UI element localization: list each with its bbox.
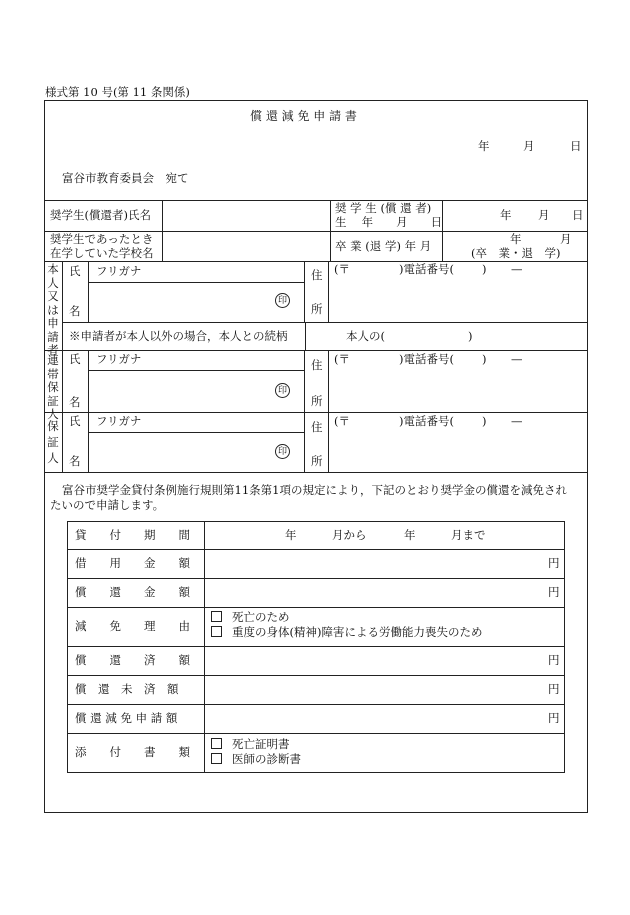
scholar-birth-label: 奨 学 生 (償 還 者) (335, 201, 432, 215)
attachment-death-certificate[interactable]: 死亡証明書 (211, 738, 290, 751)
address-sho-label: 所 (311, 302, 323, 316)
loan-period-to: 月まで (451, 528, 486, 542)
address-phone-close: ) (482, 414, 487, 428)
loan-period-year1: 年 (285, 528, 297, 542)
borrowed-label: 借 用 金 額 (75, 556, 190, 570)
loan-period-label: 貸 付 期 間 (75, 528, 190, 542)
loan-period-from: 月から (332, 528, 367, 542)
checkbox-icon[interactable] (211, 626, 222, 637)
date-day: 日 (570, 139, 582, 153)
rule (304, 350, 305, 472)
rule (88, 370, 304, 371)
address-dash: — (511, 352, 523, 366)
repayment-label: 償 還 金 額 (75, 585, 190, 599)
shi-label: 氏 (69, 352, 81, 366)
shi-label: 氏 (69, 264, 81, 278)
address-ju-label: 住 (311, 420, 323, 434)
form-number: 様式第 10 号(第 11 条関係) (45, 85, 190, 99)
rule (67, 578, 565, 579)
checkbox-icon[interactable] (211, 753, 222, 764)
checkbox-icon[interactable] (211, 738, 222, 749)
unpaid-label: 償 還 未 済 額 (75, 682, 179, 696)
date-month: 月 (523, 139, 535, 153)
school-label: 奨学生であったとき (50, 232, 154, 246)
statement-line-2: たいので申請します。 (50, 498, 165, 512)
rule (44, 261, 588, 262)
furigana-label: フリガナ (96, 352, 142, 366)
seal-icon: 印 (275, 444, 290, 459)
rule (67, 607, 565, 608)
furigana-label: フリガナ (96, 264, 142, 278)
rule (204, 521, 205, 773)
relation-value: 本人の( (346, 329, 385, 343)
guarantor-side-label: 保 証 人 (47, 419, 59, 465)
address-phone-close: ) (482, 262, 487, 276)
rule (305, 322, 306, 350)
relation-note: ※申請者が本人以外の場合，本人との続柄 (69, 329, 288, 343)
address-phone: )電話番号( (399, 262, 454, 276)
grad-year: 年 (510, 232, 522, 246)
rule (44, 412, 588, 413)
school-label-2: 在学していた学校名 (50, 246, 154, 260)
address-dash: — (511, 414, 523, 428)
seal-icon: 印 (275, 293, 290, 308)
rule (62, 322, 588, 323)
address-sho-label: 所 (311, 454, 323, 468)
shi-label: 氏 (69, 414, 81, 428)
address-phone-close: ) (482, 352, 487, 366)
requested-unit: 円 (548, 711, 560, 725)
address-phone: )電話番号( (399, 352, 454, 366)
address-postal: (〒 (334, 414, 350, 428)
attachments-label: 添 付 書 類 (75, 745, 190, 759)
address-ju-label: 住 (311, 358, 323, 372)
repayment-unit: 円 (548, 585, 560, 599)
scholar-birth-label-2: 生 年 月 日 (335, 215, 443, 229)
rule (67, 646, 565, 647)
form-title: 償 還 減 免 申 請 書 (250, 109, 357, 123)
seal-icon: 印 (275, 383, 290, 398)
rule (442, 200, 443, 261)
mei-label: 名 (69, 395, 81, 409)
birth-month: 月 (538, 208, 550, 222)
rule (44, 200, 588, 201)
date-year: 年 (478, 139, 490, 153)
rule (304, 261, 305, 322)
borrowed-unit: 円 (548, 556, 560, 570)
checkbox-icon[interactable] (211, 611, 222, 622)
birth-year: 年 (500, 208, 512, 222)
grad-note: (卒 業・退 学) (471, 246, 561, 260)
address-dash: — (511, 262, 523, 276)
statement-line-1: 富谷市奨学金貸付条例施行規則第11条第1項の規定により，下記のとおり奨学金の償還を減免され (62, 483, 567, 497)
reason-label: 減 免 理 由 (75, 619, 190, 633)
applicant-side-label: 本 人 又 は 申 請 者 (47, 262, 59, 357)
rule (67, 675, 565, 676)
mei-label: 名 (69, 454, 81, 468)
rule (67, 549, 565, 550)
unpaid-unit: 円 (548, 682, 560, 696)
joint-guarantor-side-label: 連 帯 保 証 人 (47, 353, 59, 421)
repaid-unit: 円 (548, 653, 560, 667)
rule (88, 282, 304, 283)
rule (67, 733, 565, 734)
address-postal: (〒 (334, 262, 350, 276)
rule (88, 350, 89, 472)
mei-label: 名 (69, 304, 81, 318)
rule (330, 200, 331, 261)
rule (62, 261, 63, 472)
birth-day: 日 (572, 208, 584, 222)
address-sho-label: 所 (311, 394, 323, 408)
grad-label: 卒 業 (退 学) 年 月 (335, 239, 432, 253)
rule (88, 432, 304, 433)
grad-month: 月 (560, 232, 572, 246)
rule (328, 261, 329, 322)
reason-option-death[interactable]: 死亡のため (211, 611, 290, 624)
furigana-label: フリガナ (96, 414, 142, 428)
requested-label: 償 還 減 免 申 請 額 (75, 711, 178, 725)
relation-close: ) (468, 329, 473, 343)
rule (88, 261, 89, 322)
address-phone: )電話番号( (399, 414, 454, 428)
rule (328, 350, 329, 472)
address-postal: (〒 (334, 352, 350, 366)
repaid-label: 償 還 済 額 (75, 653, 190, 667)
scholar-name-label: 奨学生(償還者)氏名 (50, 208, 151, 222)
rule (67, 704, 565, 705)
addressee: 富谷市教育委員会 宛て (62, 171, 189, 185)
rule (162, 200, 163, 261)
rule (44, 472, 588, 473)
rule (44, 350, 588, 351)
loan-period-year2: 年 (404, 528, 416, 542)
reason-option-disability[interactable]: 重度の身体(精神)障害による労働能力喪失のため (211, 626, 482, 639)
address-ju-label: 住 (311, 268, 323, 282)
attachment-medical-certificate[interactable]: 医師の診断書 (211, 753, 301, 766)
